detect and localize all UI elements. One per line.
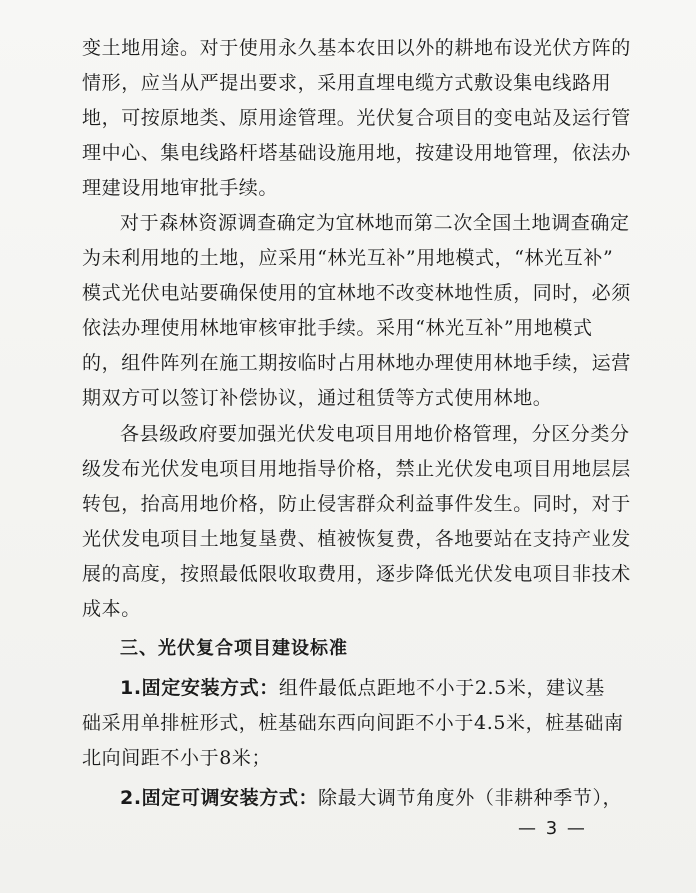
paragraph-line: 转包，抬高用地价格，防止侵害群众利益事件发生。同时，对于 bbox=[82, 493, 631, 515]
page-number: — 3 — bbox=[518, 818, 587, 839]
paragraph-line: 地，可按原地类、原用途管理。光伏复合项目的变电站及运行管 bbox=[82, 107, 631, 129]
list-item bbox=[120, 678, 605, 698]
paragraph-line: 对于森林资源调查确定为宜林地而第二次全国土地调查确定 bbox=[120, 212, 630, 234]
paragraph-line: 为未利用地的土地，应采用“林光互补”用地模式，“林光互补” bbox=[82, 247, 614, 269]
paragraph-line: 级发布光伏发电项目用地指导价格，禁止光伏发电项目用地层层 bbox=[82, 458, 631, 480]
paragraph-line: 变土地用途。对于使用永久基本农田以外的耕地布设光伏方阵的 bbox=[82, 37, 631, 59]
paragraph-line: 模式光伏电站要确保使用的宜林地不改变林地性质，同时，必须 bbox=[82, 282, 631, 304]
section-heading: 三、光伏复合项目建设标准 bbox=[120, 638, 348, 659]
paragraph-line: 北向间距不小于8米； bbox=[82, 747, 272, 769]
paragraph-line: 理中心、集电线路杆塔基础设施用地，按建设用地管理，依法办 bbox=[82, 142, 631, 164]
paragraph-line: 成本。 bbox=[82, 598, 141, 620]
paragraph-line: 的，组件阵列在施工期按临时占用林地办理使用林地手续，运营 bbox=[82, 352, 631, 374]
paragraph-line: 光伏发电项目土地复垦费、植被恢复费，各地要站在支持产业发 bbox=[82, 528, 631, 550]
item-text: 组件最低点距地不小于2.5米，建议基 bbox=[278, 677, 605, 699]
paragraph-line: 础采用单排桩形式，桩基础东西向间距不小于4.5米，桩基础南 bbox=[82, 712, 624, 734]
paragraph-line: 各县级政府要加强光伏发电项目用地价格管理，分区分类分 bbox=[120, 423, 630, 445]
item-label: 2.固定可调安装方式： bbox=[120, 787, 319, 809]
paragraph-line: 情形，应当从严提出要求，采用直埋电缆方式敷设集电线路用 bbox=[82, 72, 612, 94]
paragraph-line: 理建设用地审批手续。 bbox=[82, 177, 279, 199]
item-label: 1.固定安装方式： bbox=[120, 677, 279, 699]
list-item bbox=[120, 788, 622, 808]
paragraph-line: 依法办理使用林地审核审批手续。采用“林光互补”用地模式 bbox=[82, 317, 593, 339]
paragraph-line: 期双方可以签订补偿协议，通过租赁等方式使用林地。 bbox=[82, 387, 553, 409]
paragraph-line: 展的高度，按照最低限收取费用，逐步降低光伏发电项目非技术 bbox=[82, 563, 631, 585]
item-text: 除最大调节角度外（非耕种季节）， bbox=[318, 787, 623, 809]
